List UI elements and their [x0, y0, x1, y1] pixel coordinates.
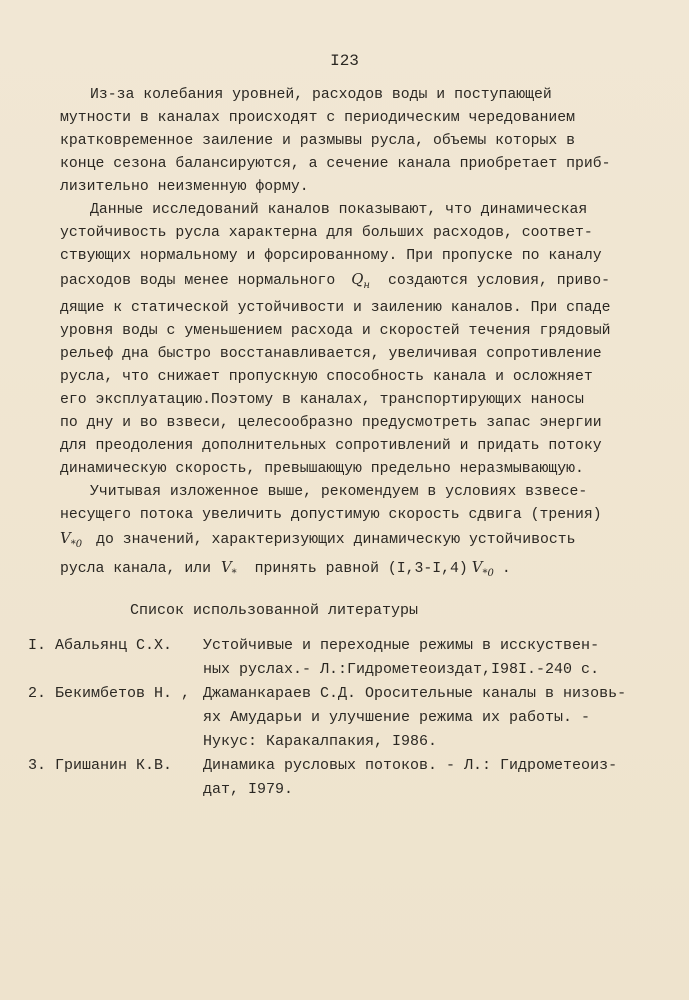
text-fragment: расходов воды менее нормального: [60, 273, 336, 289]
reference-item: [28, 754, 658, 802]
reference-line: Устойчивые и переходные режимы в исскуствен-: [203, 637, 600, 654]
text-line: Из-за колебания уровней, расходов воды и поступающей: [90, 87, 552, 103]
reference-text: [203, 634, 658, 682]
reference-item: [28, 682, 658, 754]
text-line: русла, что снижает пропускную способность канала и осложняет: [60, 368, 593, 385]
text-line: уровня воды с уменьшением расхода и скоростей течения грядовый: [60, 322, 611, 339]
reference-author: I. Абальянц С.Х.: [28, 637, 173, 654]
text-fragment: до значений, характеризующих динамическую устойчивость: [96, 531, 576, 548]
text-line: Учитывая изложенное выше, рекомендуем в условиях взвесе-: [90, 483, 588, 500]
references-list: [28, 634, 658, 802]
text-line: дящие к статической устойчивости и заилению каналов. При спаде: [60, 299, 611, 316]
reference-item: [28, 634, 658, 682]
text-fragment: русла канала, или: [60, 560, 211, 577]
text-line: устойчивость русла характерна для больших расходов, соответ-: [60, 225, 593, 241]
text-fragment: создаются условия, приво-: [388, 273, 611, 289]
text-line: его эксплуатацию.Поэтому в каналах, транспортирующих наносы: [60, 391, 584, 408]
main-text: [60, 84, 650, 585]
reference-author: 2. Бекимбетов Н. ,: [28, 685, 191, 702]
text-line: [60, 268, 650, 297]
text-line: Данные исследований каналов показывают, что динамическая: [90, 202, 588, 218]
text-line: по дну и во взвеси, целесообразно предусмотреть запас энергии: [60, 414, 602, 431]
text-line: конце сезона балансируются, а сечение канала приобретает приб-: [60, 156, 611, 172]
reference-line: Нукус: Каракалпакия, I986.: [203, 733, 438, 750]
text-fragment: .: [501, 560, 511, 577]
reference-text: [203, 682, 658, 754]
text-line: ствующих нормальному и форсированному. При пропуске по каналу: [60, 248, 602, 264]
text-fragment: принять равной (I,3-I,4): [254, 560, 468, 577]
v0-symbol: V: [60, 529, 71, 547]
text-line: кратковременное заиление и размывы русла, объемы которых в: [60, 133, 576, 149]
text-line: динамическую скорость, превышающую предельно неразмывающую.: [60, 460, 584, 477]
page-number: I23: [330, 52, 359, 70]
references-title: Список использованной литературы: [130, 602, 419, 619]
q-symbol: Q: [351, 271, 364, 288]
v0-subscript-repeat: *0: [482, 567, 494, 579]
text-line: мутности в каналах происходят с периодическим чередованием: [60, 110, 576, 126]
vstar-subscript: *: [231, 567, 237, 579]
v0-subscript: *0: [70, 538, 83, 550]
text-line: лизительно неизменную форму.: [60, 179, 309, 195]
text-line: [60, 556, 650, 585]
reference-text: [203, 754, 658, 802]
reference-line: Джаманкараев С.Д. Оросительные каналы в низовь-: [203, 685, 627, 702]
paragraph: [60, 199, 650, 481]
q-subscript: н: [363, 279, 371, 291]
text-line: несущего потока увеличить допустимую скорость сдвига (трения): [60, 506, 602, 523]
reference-line: ных руслах.- Л.:Гидрометеоиздат,I98I.-240 с.: [203, 661, 600, 678]
text-line: для преодоления дополнительных сопротивлений и придать потоку: [60, 437, 602, 454]
text-line: рельеф дна быстро восстанавливается, увеличивая сопротивление: [60, 345, 602, 362]
reference-author: 3. Гришанин К.В.: [28, 757, 173, 774]
paragraph: [60, 481, 650, 585]
text-line: [60, 527, 650, 556]
reference-line: дат, I979.: [203, 781, 294, 798]
paragraph: [60, 84, 650, 199]
reference-line: ях Амударьи и улучшение режима их работы. -: [203, 709, 591, 726]
vstar-symbol: V: [220, 558, 232, 576]
v0-symbol-repeat: V: [471, 558, 483, 576]
reference-line: Динамика русловых потоков. - Л.: Гидрометеоиз-: [203, 757, 618, 774]
